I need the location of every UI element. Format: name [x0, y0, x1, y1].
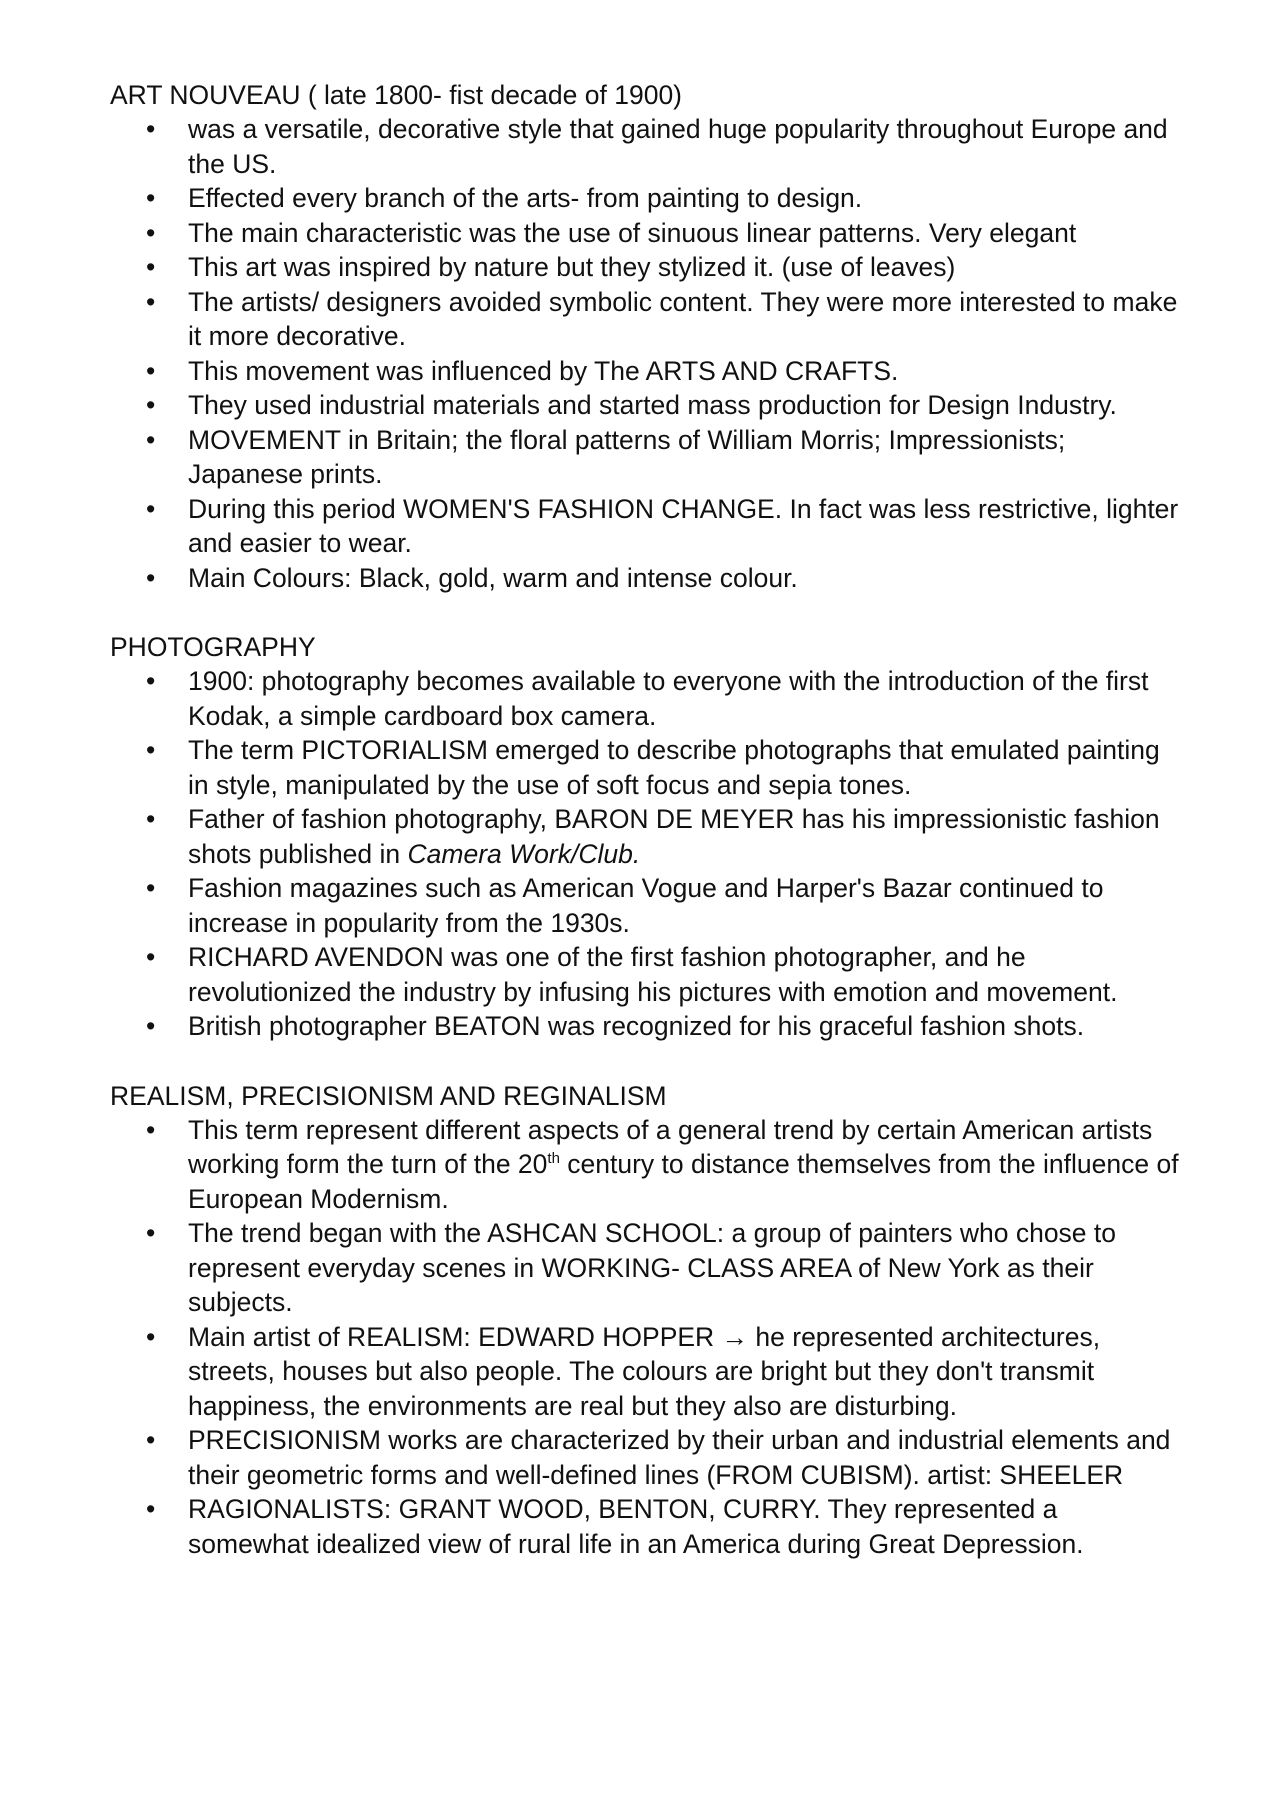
text-segment: This term represent different aspects of a general trend by certain American artists working form the turn of the 20 — [188, 1114, 1153, 1179]
list-item: • 1900: photography becomes available to everyone with the introduction of the first Kodak, a simple cardboard box camera. — [110, 664, 1180, 733]
section-heading-realism: REALISM, PRECISIONISM AND REGINALISM — [110, 1080, 667, 1111]
list-item: • RICHARD AVENDON was one of the first fashion photographer, and he revolutionized the industry by infusing his pictures with emotion and movement. — [110, 940, 1180, 1009]
list-item: • During this period WOMEN'S FASHION CHANGE. In fact was less restrictive, lighter and easier to wear. — [110, 492, 1180, 561]
list-item: • MOVEMENT in Britain; the floral patterns of William Morris; Impressionists; Japanese prints. — [110, 423, 1180, 492]
list-item: • Fashion magazines such as American Vogue and Harper's Bazar continued to increase in popularity from the 1930s. — [110, 871, 1180, 940]
list-item: • British photographer BEATON was recognized for his graceful fashion shots. — [110, 1009, 1180, 1044]
list-item: • This art was inspired by nature but they stylized it. (use of leaves) — [110, 250, 1180, 285]
section-heading-art-nouveau: ART NOUVEAU ( late 1800- fist decade of 1900) — [110, 80, 683, 110]
art-nouveau-list — [110, 112, 1180, 595]
list-item: • The trend began with the ASHCAN SCHOOL: a group of painters who chose to represent everyday scenes in WORKING- CLASS AREA of New York as their subjects. — [110, 1216, 1180, 1320]
list-item: • They used industrial materials and started mass production for Design Industry. — [110, 388, 1180, 423]
list-item: • RAGIONALISTS: GRANT WOOD, BENTON, CURRY. They represented a somewhat idealized view of rural life in an America during Great Depression. — [110, 1492, 1180, 1561]
list-item: • The artists/ designers avoided symbolic content. They were more interested to make it more decorative. — [110, 285, 1180, 354]
list-item: • was a versatile, decorative style that gained huge popularity throughout Europe and the US. — [110, 112, 1180, 181]
italic-title: Camera Work/Club. — [407, 838, 641, 869]
section-heading-photography: PHOTOGRAPHY — [110, 632, 316, 662]
list-item — [110, 1113, 1180, 1217]
text-segment: Father of fashion photography, BARON DE MEYER has his impressionistic fashion shots published in — [188, 804, 1160, 869]
list-item: • Main artist of REALISM: EDWARD HOPPER → he represented architectures, streets, houses but also people. The colours are bright but they don't transmit happiness, the environments are real but they also are disturbing. — [110, 1320, 1180, 1424]
list-item: • The main characteristic was the use of sinuous linear patterns. Very elegant — [110, 216, 1180, 251]
list-item: • Main Colours: Black, gold, warm and intense colour. — [110, 561, 1180, 596]
list-item: • This movement was influenced by The ARTS AND CRAFTS. — [110, 354, 1180, 389]
photography-list — [110, 664, 1180, 1044]
list-item — [110, 802, 1180, 871]
text-segment: century to distance themselves from the influence of European Modernism. — [188, 1149, 1179, 1214]
superscript: th — [547, 1150, 560, 1168]
list-item: • PRECISIONISM works are characterized by their urban and industrial elements and their geometric forms and well-defined lines (FROM CUBISM). artist: SHEELER — [110, 1423, 1180, 1492]
realism-list — [110, 1113, 1180, 1562]
list-item: • The term PICTORIALISM emerged to describe photographs that emulated painting in style, manipulated by the use of soft focus and sepia tones. — [110, 733, 1180, 802]
list-item: • Effected every branch of the arts- from painting to design. — [110, 181, 1180, 216]
